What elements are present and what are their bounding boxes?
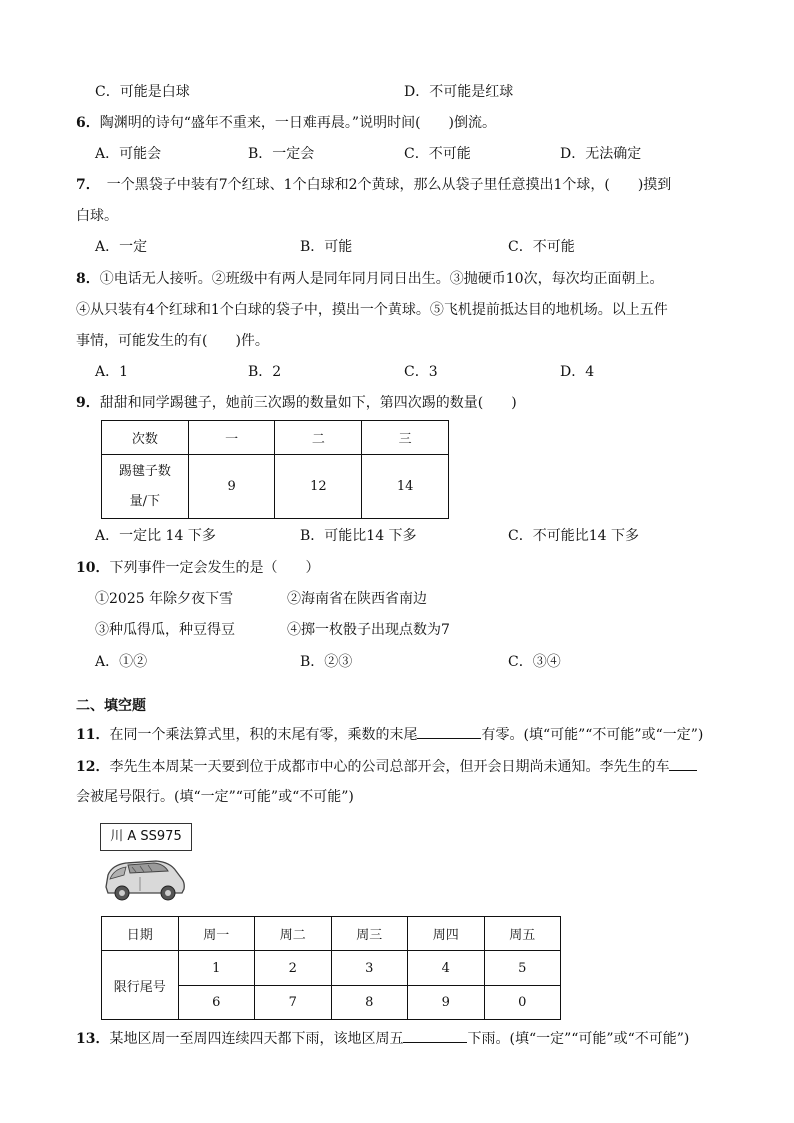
q10-item-4: ④掷一枚骰子出现点数为7 [287, 622, 450, 638]
answer-blank[interactable] [669, 756, 697, 771]
q9-option-c: C．不可能比14 下多 [508, 528, 639, 544]
q8-option-c: C．3 [404, 364, 438, 380]
question-13 [76, 1028, 689, 1049]
q10-item-1: ①2025 年除夕夜下雪 [95, 591, 234, 607]
question-11 [76, 724, 703, 745]
question-number: 7． [76, 177, 93, 193]
table-cell: 2 [255, 951, 332, 986]
question-number: 6． [76, 115, 100, 131]
question-8-line2: ④从只装有4个红球和1个白球的袋子中，摸出一个黄球。⑤飞机提前抵达目的地机场。以上五件 [76, 302, 668, 318]
answer-blank[interactable] [417, 724, 481, 739]
table-cell: 1 [178, 951, 255, 986]
row-label-line2: 量/下 [129, 493, 161, 509]
question-text-a: 在同一个乘法算式里，积的末尾有零，乘数的末尾 [109, 727, 418, 743]
table-header-cell: 周三 [331, 917, 408, 951]
table-cell: 0 [484, 986, 561, 1020]
table-header-cell: 周二 [255, 917, 332, 951]
kick-count-table [101, 420, 449, 519]
table-cell: 12 [275, 455, 362, 519]
traffic-restriction-table [101, 916, 561, 1020]
table-header-cell: 周一 [178, 917, 255, 951]
table-header-cell: 三 [362, 421, 449, 455]
row-label-line1: 踢毽子数 [118, 463, 171, 479]
car-image [100, 853, 186, 903]
q7-option-b: B．可能 [300, 239, 353, 255]
table-cell: 4 [408, 951, 485, 986]
answer-blank[interactable] [403, 1028, 467, 1043]
q5-option-c: C．可能是白球 [95, 84, 190, 100]
table-header-cell: 周四 [408, 917, 485, 951]
q6-option-a: A．可能会 [95, 146, 162, 162]
q8-option-a: A．1 [95, 364, 129, 380]
table-cell: 7 [255, 986, 332, 1020]
table-cell: 6 [178, 986, 255, 1020]
question-number: 8． [76, 271, 100, 287]
section-title: 二、填空题 [76, 698, 146, 714]
question-text-b: 下雨。(填“一定”“可能”或“不可能”) [467, 1031, 690, 1047]
table-header-cell: 日期 [102, 917, 179, 951]
table-cell: 5 [484, 951, 561, 986]
question-9 [76, 393, 517, 413]
table-cell: 9 [408, 986, 485, 1020]
q7-option-c: C．不可能 [508, 239, 575, 255]
question-12 [76, 756, 697, 777]
q5-option-d: D．不可能是红球 [404, 84, 514, 100]
table-row-label [102, 455, 189, 519]
license-plate-sign: 川 A SS975 [100, 823, 192, 851]
question-text-line1: ①电话无人接听。②班级中有两人是同年同月同日出生。③抛硬币10次，每次均正面朝上。 [99, 271, 664, 287]
q9-option-a: A．一定比 14 下多 [95, 528, 216, 544]
q8-option-d: D．4 [560, 364, 595, 380]
q6-option-d: D．无法确定 [560, 146, 642, 162]
question-7 [76, 175, 671, 195]
q7-option-a: A．一定 [95, 239, 148, 255]
question-12-line2: 会被尾号限行。(填“一定”“可能”或“不可能”) [76, 789, 354, 805]
question-number: 12． [76, 759, 110, 775]
question-text: 甜甜和同学踢毽子，她前三次踢的数量如下，第四次踢的数量( ) [99, 395, 517, 411]
table-cell: 9 [188, 455, 275, 519]
question-text: 陶渊明的诗句“盛年不重来，一日难再晨。”说明时间( )倒流。 [99, 115, 496, 131]
q6-option-b: B．一定会 [248, 146, 315, 162]
question-number: 13． [76, 1031, 110, 1047]
question-text: 下列事件一定会发生的是（ ） [109, 560, 320, 576]
table-header-cell: 次数 [102, 421, 189, 455]
table-header-cell: 周五 [484, 917, 561, 951]
question-number: 9． [76, 395, 100, 411]
question-number: 10． [76, 560, 110, 576]
question-8 [76, 269, 664, 289]
question-7-line2: 白球。 [76, 208, 118, 224]
q6-option-c: C．不可能 [404, 146, 471, 162]
table-cell: 14 [362, 455, 449, 519]
q10-item-2: ②海南省在陕西省南边 [287, 591, 427, 607]
question-number: 11． [76, 727, 110, 743]
question-text-a: 某地区周一至周四连续四天都下雨，该地区周五 [109, 1031, 404, 1047]
table-row-label: 限行尾号 [102, 951, 179, 1020]
table-header-cell: 一 [188, 421, 275, 455]
question-8-line3: 事情，可能发生的有( )件。 [76, 333, 269, 349]
question-6 [76, 113, 496, 133]
question-text-line1: 李先生本周某一天要到位于成都市中心的公司总部开会，但开会日期尚未通知。李先生的车 [109, 759, 670, 775]
table-header-cell: 二 [275, 421, 362, 455]
table-cell: 8 [331, 986, 408, 1020]
question-10 [76, 558, 319, 578]
q10-option-b: B．②③ [300, 654, 353, 670]
table-cell: 3 [331, 951, 408, 986]
q10-option-c: C．③④ [508, 654, 561, 670]
q10-item-3: ③种瓜得瓜，种豆得豆 [95, 622, 235, 638]
q9-option-b: B．可能比14 下多 [300, 528, 417, 544]
question-text-line1: 一个黑袋子中装有7个红球、1个白球和2个黄球，那么从袋子里任意摸出1个球，( )摸到 [92, 177, 672, 193]
question-text-b: 有零。(填“可能”“不可能”或“一定”) [481, 727, 704, 743]
q10-option-a: A．①② [95, 654, 148, 670]
q8-option-b: B．2 [248, 364, 282, 380]
